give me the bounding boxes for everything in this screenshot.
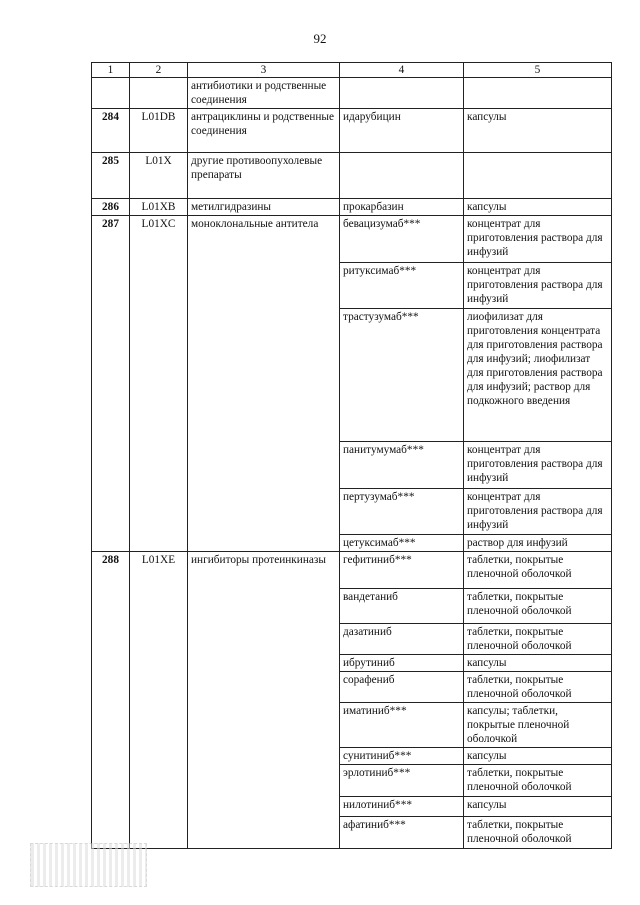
drug-name: вандетаниб — [340, 589, 464, 624]
drug-table — [91, 62, 612, 849]
drug-name: цетуксимаб*** — [340, 535, 464, 552]
row-number: 284 — [92, 109, 130, 153]
row-number: 288 — [92, 552, 130, 849]
dosage-form — [464, 78, 612, 109]
group-name: антрациклины и родственные соединения — [188, 109, 340, 153]
drug-name: идарубицин — [340, 109, 464, 153]
dosage-form: концентрат для приготовления раствора для инфузий — [464, 442, 612, 489]
table-row — [92, 78, 612, 109]
group-name: моноклональные антитела — [188, 216, 340, 552]
drug-name: сорафениб — [340, 672, 464, 703]
page-number: 92 — [313, 31, 327, 46]
column-header: 1 — [92, 63, 130, 78]
dosage-form: таблетки, покрытые пленочной оболочкой — [464, 817, 612, 849]
drug-name: эрлотиниб*** — [340, 765, 464, 797]
drug-name: иматиниб*** — [340, 703, 464, 748]
atc-code: L01X — [130, 153, 188, 199]
dosage-form: таблетки, покрытые пленочной оболочкой — [464, 624, 612, 655]
column-header: 3 — [188, 63, 340, 78]
drug-name: прокарбазин — [340, 199, 464, 216]
row-number: 287 — [92, 216, 130, 552]
dosage-form: капсулы — [464, 655, 612, 672]
atc-code: L01XC — [130, 216, 188, 552]
drug-name: пертузумаб*** — [340, 489, 464, 535]
dosage-form: таблетки, покрытые пленочной оболочкой — [464, 552, 612, 589]
dosage-form: концентрат для приготовления раствора для инфузий — [464, 489, 612, 535]
drug-name: ритуксимаб*** — [340, 263, 464, 309]
dosage-form — [464, 153, 612, 199]
drug-name: трастузумаб*** — [340, 309, 464, 442]
atc-code: L01XB — [130, 199, 188, 216]
row-number: 286 — [92, 199, 130, 216]
drug-name: ибрутиниб — [340, 655, 464, 672]
group-name: другие противоопухолевые препараты — [188, 153, 340, 199]
group-name: антибиотики и родственные соединения — [188, 78, 340, 109]
column-header: 2 — [130, 63, 188, 78]
column-header: 5 — [464, 63, 612, 78]
table-row — [92, 199, 612, 216]
dosage-form: концентрат для приготовления раствора для инфузий — [464, 216, 612, 263]
header-row — [92, 63, 612, 78]
table-row — [92, 216, 612, 263]
dosage-form: таблетки, покрытые пленочной оболочкой — [464, 672, 612, 703]
dosage-form: раствор для инфузий — [464, 535, 612, 552]
atc-code — [130, 78, 188, 109]
drug-name: сунитиниб*** — [340, 748, 464, 765]
dosage-form: таблетки, покрытые пленочной оболочкой — [464, 765, 612, 797]
atc-code: L01XE — [130, 552, 188, 849]
table-row — [92, 552, 612, 589]
drug-name — [340, 153, 464, 199]
drug-name — [340, 78, 464, 109]
table-row — [92, 109, 612, 153]
drug-name: панитумумаб*** — [340, 442, 464, 489]
dosage-form: концентрат для приготовления раствора для инфузий — [464, 263, 612, 309]
dosage-form: капсулы; таблетки, покрытые пленочной оболочкой — [464, 703, 612, 748]
row-number: 285 — [92, 153, 130, 199]
scan-stamp — [30, 843, 147, 887]
group-name: ингибиторы протеинкиназы — [188, 552, 340, 849]
dosage-form: капсулы — [464, 748, 612, 765]
dosage-form: капсулы — [464, 109, 612, 153]
column-header: 4 — [340, 63, 464, 78]
dosage-form: лиофилизат для приготовления концентрата для приготовления раствора для инфузий; лиофилизат для приготовления раствора для инфузий; раствор для подкожного введения — [464, 309, 612, 442]
drug-name: бевацизумаб*** — [340, 216, 464, 263]
group-name: метилгидразины — [188, 199, 340, 216]
dosage-form: капсулы — [464, 797, 612, 817]
dosage-form: таблетки, покрытые пленочной оболочкой — [464, 589, 612, 624]
dosage-form: капсулы — [464, 199, 612, 216]
drug-name: гефитиниб*** — [340, 552, 464, 589]
atc-code: L01DB — [130, 109, 188, 153]
drug-name: афатиниб*** — [340, 817, 464, 849]
row-number — [92, 78, 130, 109]
table-row — [92, 153, 612, 199]
drug-name: дазатиниб — [340, 624, 464, 655]
drug-name: нилотиниб*** — [340, 797, 464, 817]
